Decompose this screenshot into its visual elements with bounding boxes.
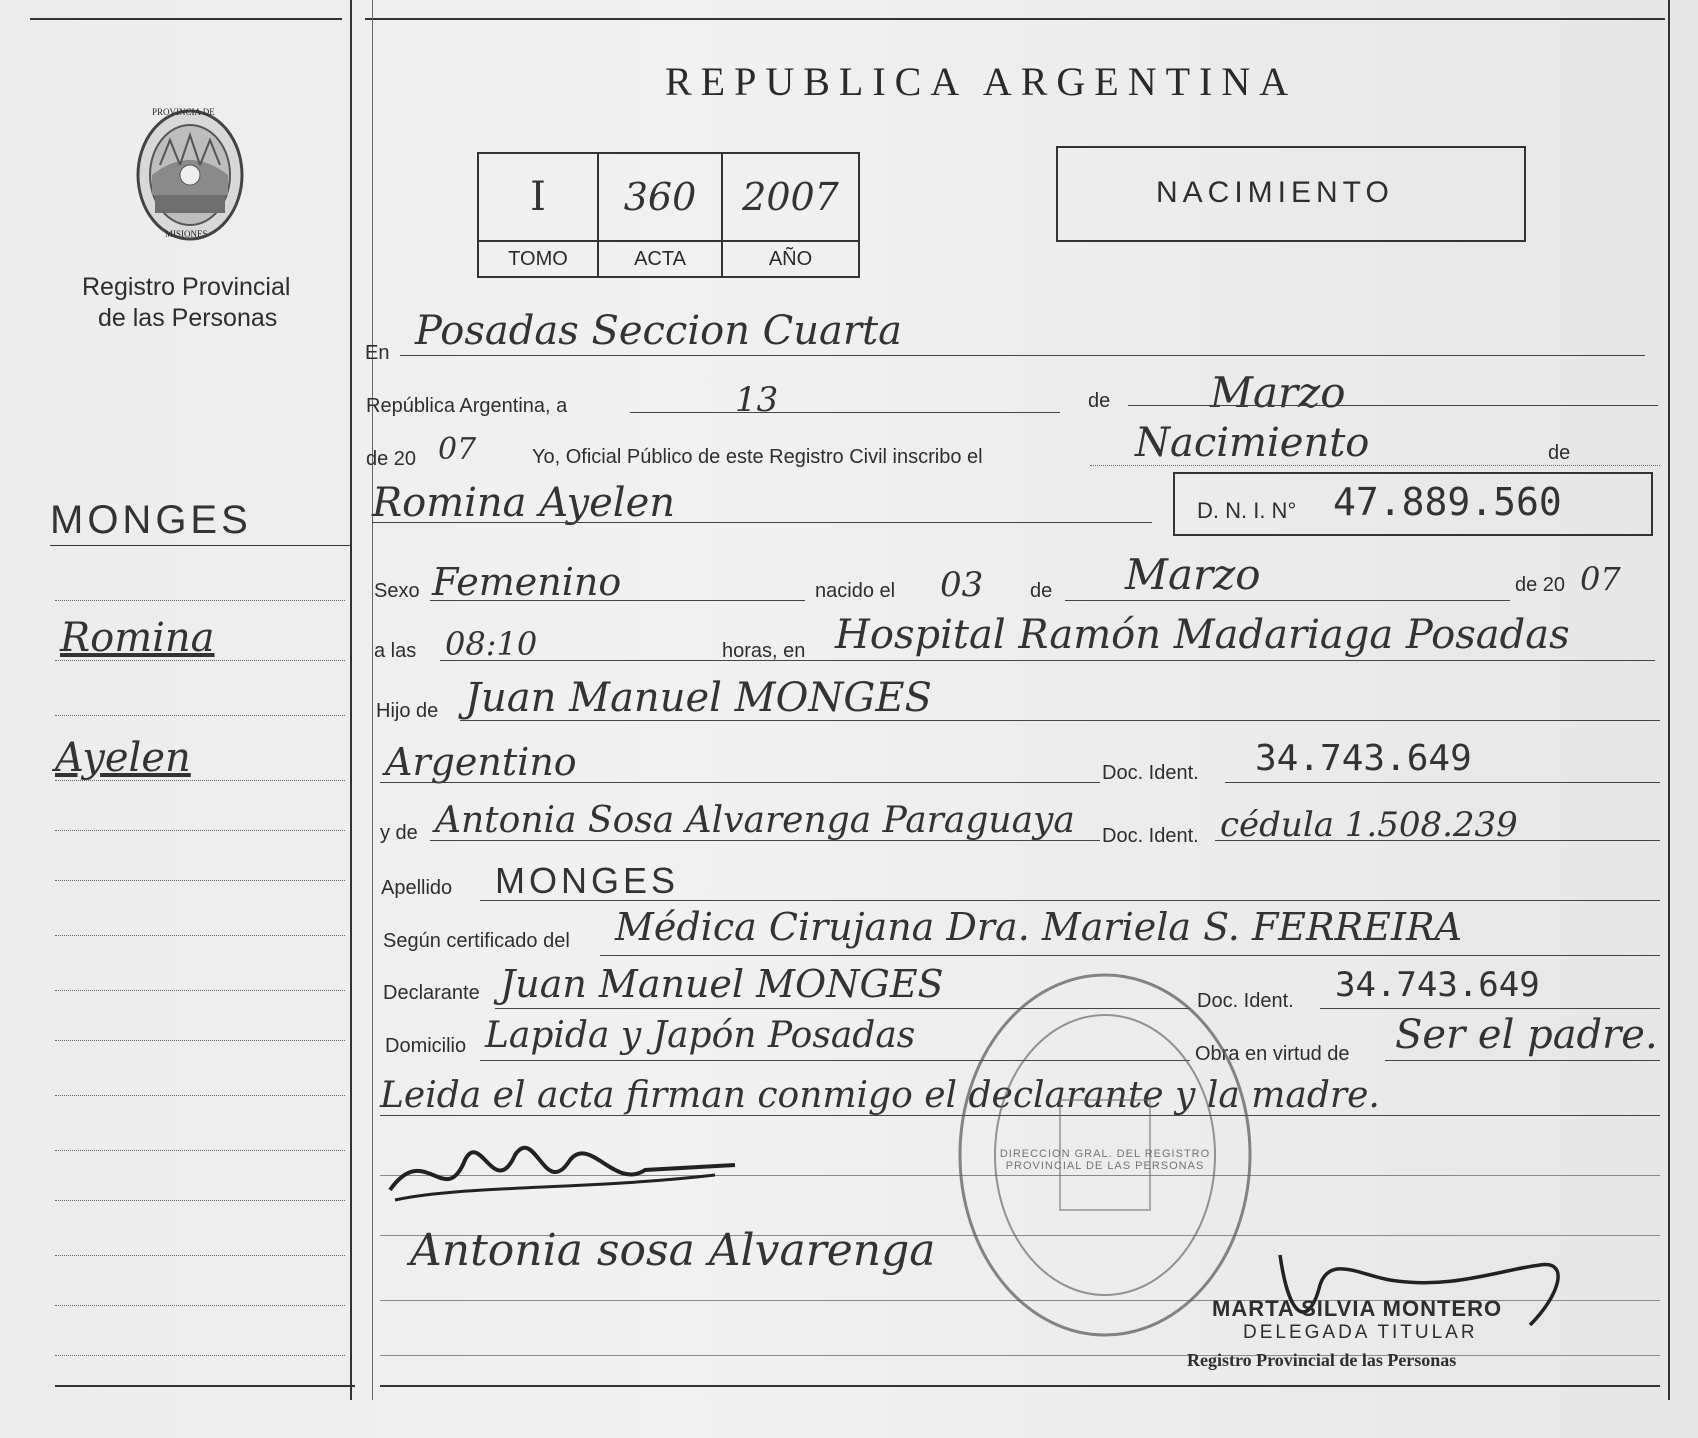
- birth-day-value: 03: [940, 565, 984, 605]
- top-right-rule: [365, 18, 1665, 20]
- margin-line: [55, 1095, 345, 1096]
- father-doc-line: [1225, 782, 1660, 783]
- segun-label: Según certificado del: [383, 930, 570, 952]
- birth-month-value: Marzo: [1125, 550, 1261, 599]
- margin-line: [55, 990, 345, 991]
- hijo-label: Hijo de: [376, 700, 439, 722]
- left-column-divider: [350, 0, 352, 1400]
- year-prefix-label: de 20: [366, 448, 417, 470]
- declarante-doc-value: 34.743.649: [1335, 965, 1540, 1005]
- mother-line: [430, 840, 1100, 841]
- margin-line: [55, 880, 345, 881]
- official-registry: Registro Provincial de las Personas: [1187, 1350, 1457, 1370]
- anio-label: AÑO: [722, 241, 859, 277]
- sexo-label: Sexo: [374, 580, 420, 602]
- en-line: [400, 355, 1645, 356]
- day-line: [630, 412, 1060, 413]
- birth-year-value: 07: [1580, 560, 1621, 598]
- tomo-value-cell: [478, 153, 598, 241]
- margin-line: [55, 1355, 345, 1356]
- tomo-acta-anio-table: [477, 152, 860, 278]
- place-line: [440, 660, 1655, 661]
- sexo-line: [430, 600, 805, 601]
- domicilio-value: Lapida y Japón Posadas: [485, 1015, 916, 1056]
- birth-year-label: de 20: [1515, 574, 1566, 596]
- nacido-label: nacido el: [815, 580, 896, 602]
- seal-text-bottom: MISIONES: [165, 229, 208, 239]
- de-label-2: de: [1548, 442, 1571, 464]
- mother-signature: Antonia sosa Alvarenga: [410, 1225, 936, 1276]
- doc-ident-label-1: Doc. Ident.: [1102, 762, 1199, 784]
- anio-value-cell: [722, 153, 859, 241]
- declarante-doc-line: [1320, 1008, 1660, 1009]
- margin-line: [55, 715, 345, 716]
- inscribo-value: Nacimiento: [1135, 420, 1370, 466]
- nationality-line: [380, 782, 1100, 783]
- stamp-text: DIRECCION GRAL. DEL REGISTRO PROVINCIAL DE LAS PERSONAS: [999, 1148, 1211, 1172]
- domicilio-label: Domicilio: [385, 1035, 467, 1057]
- mother-doc-line: [1215, 840, 1660, 841]
- obra-value: Ser el padre.: [1395, 1012, 1658, 1058]
- margin-line: [55, 1040, 345, 1041]
- closing-statement: Leida el acta firman conmigo el declarante y la madre.: [380, 1075, 1380, 1116]
- right-border: [1668, 0, 1670, 1400]
- margin-line: [55, 1255, 345, 1256]
- birth-month-line: [1065, 600, 1510, 601]
- margin-first-name: Romina: [60, 615, 215, 661]
- certificado-line: [600, 955, 1660, 956]
- registry-name-line2: de las Personas: [98, 304, 278, 332]
- mother-value: Antonia Sosa Alvarenga Paraguaya: [435, 800, 1075, 841]
- margin-line: [55, 1305, 345, 1306]
- bottom-right-rule: [380, 1385, 1660, 1387]
- de-label-1: de: [1088, 390, 1111, 412]
- de-label-3: de: [1030, 580, 1053, 602]
- country-title: REPUBLICA ARGENTINA: [665, 59, 1298, 104]
- margin-line: [55, 660, 345, 661]
- act-type-label: NACIMIENTO: [1156, 176, 1394, 209]
- official-stamp: [955, 970, 1255, 1340]
- en-value: Posadas Seccion Cuarta: [415, 308, 902, 354]
- signature-line-4: [380, 1355, 1660, 1356]
- declarante-label: Declarante: [383, 982, 480, 1004]
- seal-text-top: PROVINCIA DE: [152, 107, 215, 117]
- provincial-seal: [130, 105, 250, 245]
- father-value: Juan Manuel MONGES: [465, 675, 932, 721]
- dni-value: 47.889.560: [1333, 480, 1562, 524]
- month-line: [1128, 405, 1658, 406]
- apellido-label: Apellido: [381, 877, 453, 899]
- margin-line: [55, 780, 345, 781]
- month-value: Marzo: [1210, 368, 1346, 417]
- act-type-box: [1056, 146, 1526, 242]
- margin-line: [55, 600, 345, 601]
- coat-of-arms-icon: [130, 105, 250, 245]
- father-line: [460, 720, 1660, 721]
- bottom-left-rule: [55, 1385, 355, 1387]
- dni-box: [1173, 472, 1653, 536]
- margin-surname: MONGES: [50, 498, 252, 542]
- registry-name-line1: Registro Provincial: [82, 273, 291, 301]
- margin-surname-rule: [50, 545, 350, 546]
- year-value: 07: [438, 432, 477, 467]
- place-value: Hospital Ramón Madariaga Posadas: [835, 612, 1570, 658]
- father-doc-value: 34.743.649: [1255, 738, 1472, 779]
- doc-ident-label-2: Doc. Ident.: [1102, 825, 1199, 847]
- horas-label: horas, en: [722, 640, 806, 662]
- official-name: MARTA SILVIA MONTERO: [1212, 1296, 1503, 1321]
- yde-label: y de: [380, 822, 418, 844]
- hour-value: 08:10: [445, 625, 538, 663]
- margin-line: [55, 1150, 345, 1151]
- top-left-rule: [30, 18, 342, 20]
- inscribo-line: [1090, 465, 1660, 466]
- day-value: 13: [735, 380, 779, 420]
- obra-line: [1385, 1060, 1660, 1061]
- margin-line: [55, 935, 345, 936]
- tomo-label: TOMO: [478, 241, 598, 277]
- oficial-label: Yo, Oficial Público de este Registro Civil inscribo el: [532, 446, 983, 468]
- declarante-value: Juan Manuel MONGES: [500, 962, 944, 1006]
- acta-label: ACTA: [598, 241, 722, 277]
- name-line: [372, 522, 1152, 523]
- anio-value: 2007: [742, 175, 839, 219]
- apellido-line: [480, 900, 1660, 901]
- registered-name: Romina Ayelen: [372, 480, 676, 526]
- certificado-value: Médica Cirujana Dra. Mariela S. FERREIRA: [615, 905, 1463, 949]
- margin-line: [55, 1200, 345, 1201]
- margin-line: [55, 830, 345, 831]
- alas-label: a las: [374, 640, 417, 662]
- tomo-value: I: [530, 174, 546, 220]
- apellido-value: MONGES: [495, 860, 680, 901]
- acta-value-cell: [598, 153, 722, 241]
- form-left-border: [372, 0, 373, 1400]
- acta-value: 360: [623, 175, 697, 219]
- mother-doc-value: cédula 1.508.239: [1220, 805, 1518, 845]
- republica-label: República Argentina, a: [366, 395, 568, 417]
- obra-label: Obra en virtud de: [1195, 1043, 1350, 1065]
- en-label: En: [365, 342, 390, 364]
- father-signature-scribble: [385, 1130, 745, 1220]
- sexo-value: Femenino: [432, 560, 622, 604]
- doc-ident-label-3: Doc. Ident.: [1197, 990, 1294, 1012]
- official-title: DELEGADA TITULAR: [1243, 1322, 1478, 1343]
- margin-middle-name: Ayelen: [55, 735, 191, 781]
- dni-label: D. N. I. N°: [1197, 498, 1297, 523]
- father-nationality-value: Argentino: [385, 740, 577, 784]
